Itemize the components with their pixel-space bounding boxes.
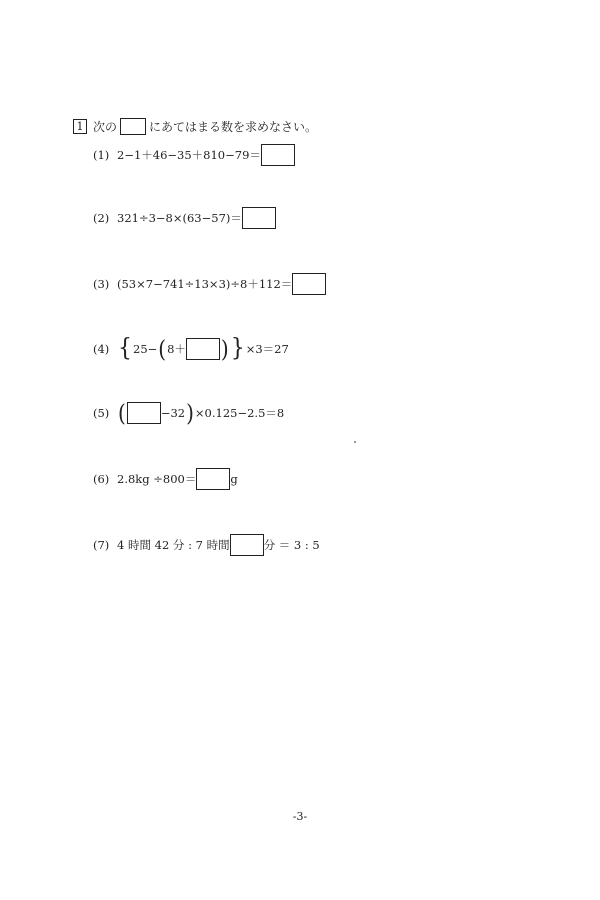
answer-box[interactable]: [261, 144, 295, 166]
close-brace: }: [230, 334, 245, 363]
open-paren: (: [158, 335, 167, 363]
section-number-box: 1: [73, 119, 87, 134]
problem-label: (4): [93, 342, 110, 356]
problem-label: (5): [93, 406, 110, 420]
problem-3: [93, 273, 326, 295]
answer-box[interactable]: [292, 273, 326, 295]
problem-4: [93, 334, 289, 363]
unit-text: g: [230, 472, 238, 486]
problem-expression: [117, 144, 295, 166]
expression-text: 2−1＋46−35＋810−79＝: [117, 148, 261, 162]
answer-box[interactable]: [186, 338, 220, 360]
problem-6: [93, 468, 238, 490]
problem-label: (7): [93, 538, 110, 552]
expression-text: 2.8kg ÷800＝: [117, 472, 197, 486]
expression-text-after: ×0.125−2.5＝8: [194, 406, 285, 420]
instruction-text-after: にあてはまる数を求めなさい。: [149, 120, 318, 134]
answer-box[interactable]: [196, 468, 230, 490]
problem-5: [93, 399, 285, 427]
answer-box[interactable]: [127, 402, 161, 424]
problem-label: (1): [93, 148, 110, 162]
instruction-text-before: 次の: [93, 120, 118, 134]
problem-expression: [117, 534, 320, 556]
close-paren: ): [220, 335, 229, 363]
problem-1: [93, 144, 295, 166]
expression-text: (53×7−741÷13×3)÷8＋112＝: [117, 277, 293, 291]
expression-text-part1: 25−: [133, 342, 158, 356]
problem-7: [93, 534, 320, 556]
problem-expression: [117, 273, 326, 295]
open-paren: (: [118, 399, 126, 427]
problem-expression: [117, 334, 289, 363]
problem-label: (6): [93, 472, 110, 486]
expression-text: 321÷3−8×(63−57)＝: [117, 211, 242, 225]
answer-box[interactable]: [242, 207, 276, 229]
problem-label: (2): [93, 211, 110, 225]
page-number: -3-: [292, 810, 308, 823]
problem-expression: [117, 399, 285, 427]
expression-text-part2: 8＋: [167, 342, 186, 356]
problem-2: [93, 207, 276, 229]
open-brace: {: [118, 334, 132, 363]
expression-text-after: 分 ＝ 3 : 5: [263, 538, 320, 552]
close-paren: ): [186, 399, 194, 427]
problem-label: (3): [93, 277, 110, 291]
expression-text: 4 時間 42 分 : 7 時間: [117, 538, 230, 552]
problem-expression: [117, 207, 276, 229]
expression-text-after: ×3＝27: [245, 342, 289, 356]
instruction-blank-box: [120, 118, 146, 135]
section-header: [73, 118, 317, 135]
expression-text-part1: −32: [160, 406, 186, 420]
problem-expression: [117, 468, 238, 490]
answer-box[interactable]: [230, 534, 264, 556]
scan-speck: [354, 441, 356, 443]
